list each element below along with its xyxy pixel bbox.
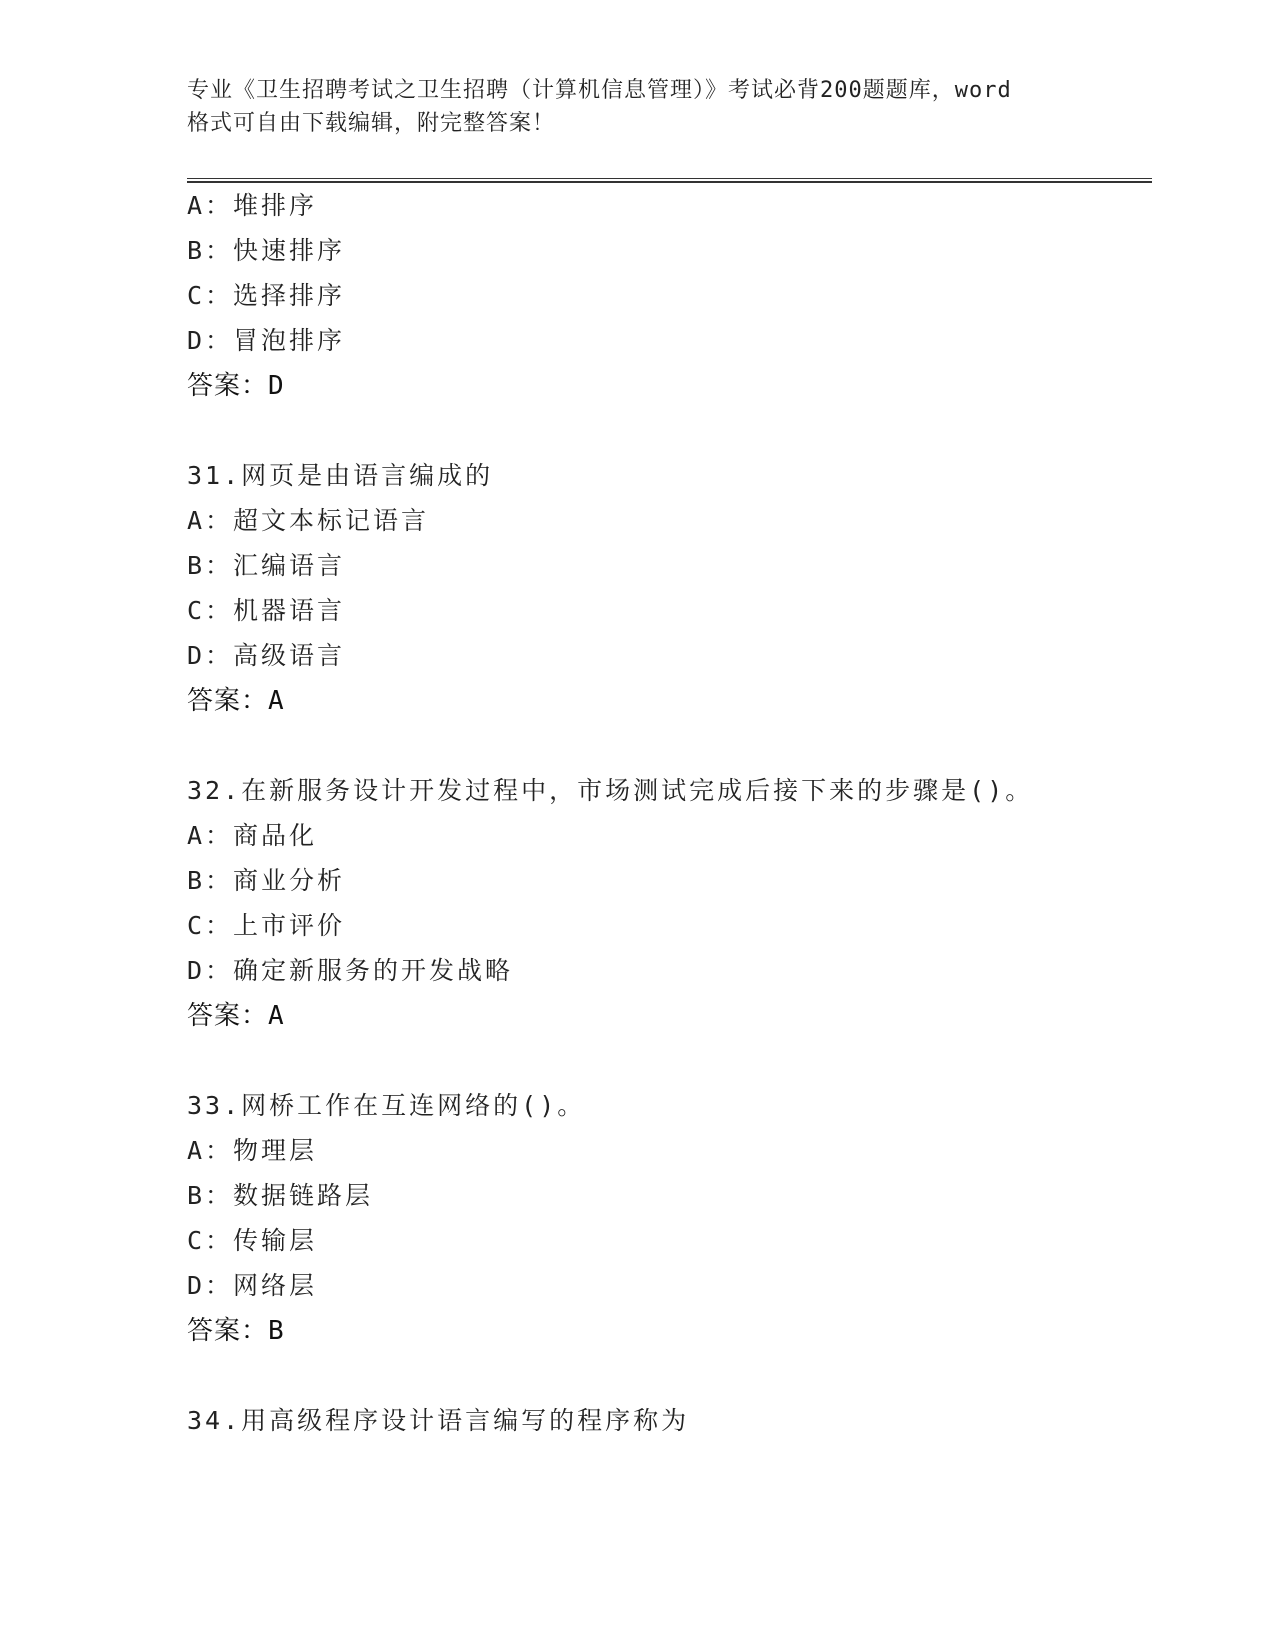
q33-question: 33.网桥工作在互连网络的()。 bbox=[187, 1091, 586, 1120]
q31-option-b: B：汇编语言 bbox=[187, 551, 346, 580]
q32-option-c: C：上市评价 bbox=[187, 911, 346, 940]
q33-option-a: A：物理层 bbox=[187, 1136, 318, 1165]
answer-value: D bbox=[268, 371, 285, 401]
q31-option-d: D：高级语言 bbox=[187, 641, 346, 670]
q32-option-a: A：商品化 bbox=[187, 821, 318, 850]
q32-question: 32.在新服务设计开发过程中，市场测试完成后接下来的步骤是()。 bbox=[187, 776, 1034, 805]
header-line-2: 格式可自由下载编辑，附完整答案！ bbox=[187, 111, 556, 136]
q32-option-b: B：商业分析 bbox=[187, 866, 346, 895]
answer-label: 答案： bbox=[187, 371, 269, 401]
answer-label: 答案： bbox=[187, 686, 269, 716]
q32-answer bbox=[187, 1000, 285, 1032]
answer-label: 答案： bbox=[187, 1001, 269, 1031]
q31-option-c: C：机器语言 bbox=[187, 596, 346, 625]
q34-question: 34.用高级程序设计语言编写的程序称为 bbox=[187, 1406, 690, 1435]
q30-option-d: D：冒泡排序 bbox=[187, 326, 346, 355]
answer-value: A bbox=[268, 686, 285, 716]
q31-answer bbox=[187, 685, 285, 717]
document-header bbox=[187, 74, 1087, 140]
q30-option-a: A：堆排序 bbox=[187, 191, 318, 220]
header-line-1: 专业《卫生招聘考试之卫生招聘（计算机信息管理）》考试必背200题题库，word bbox=[187, 78, 1012, 103]
q33-option-b: B：数据链路层 bbox=[187, 1181, 374, 1210]
q31-question: 31.网页是由语言编成的 bbox=[187, 461, 494, 490]
q33-option-c: C：传输层 bbox=[187, 1226, 318, 1255]
header-divider bbox=[187, 178, 1152, 183]
q33-option-d: D：网络层 bbox=[187, 1271, 318, 1300]
q33-answer bbox=[187, 1315, 285, 1347]
q31-option-a: A：超文本标记语言 bbox=[187, 506, 430, 535]
q30-answer bbox=[187, 370, 285, 402]
answer-value: A bbox=[268, 1001, 285, 1031]
answer-value: B bbox=[268, 1316, 285, 1346]
q30-option-b: B：快速排序 bbox=[187, 236, 346, 265]
answer-label: 答案： bbox=[187, 1316, 269, 1346]
q30-option-c: C：选择排序 bbox=[187, 281, 346, 310]
q32-option-d: D：确定新服务的开发战略 bbox=[187, 956, 514, 985]
